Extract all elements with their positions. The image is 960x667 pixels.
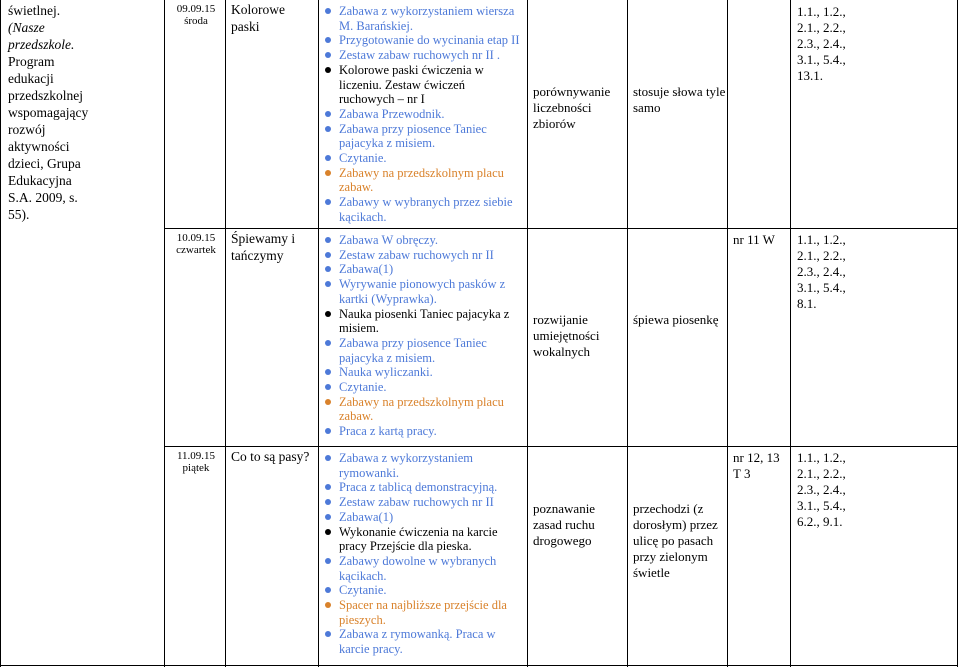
day-goal: poznawanie zasad ruchu drogowego	[533, 501, 596, 548]
list-item: Zestaw zabaw ruchowych nr II .	[323, 48, 523, 63]
list-item: Zabawa przy piosence Taniec pajacyka z misiem.	[323, 336, 523, 365]
day-codes: 1.1., 1.2., 2.1., 2.2., 2.3., 2.4., 3.1., 5.4., 8.1.	[797, 232, 846, 311]
bullet-icon	[325, 455, 331, 461]
bullet-icon	[325, 399, 331, 405]
list-item: Zestaw zabaw ruchowych nr II	[323, 495, 523, 510]
day-resource: nr 12, 13 T 3	[733, 450, 780, 481]
day-codes: 1.1., 1.2., 2.1., 2.2., 2.3., 2.4., 3.1., 5.4., 13.1.	[797, 4, 846, 83]
bullet-icon	[325, 266, 331, 272]
activity-list	[323, 233, 523, 439]
list-item: Zabawy w wybranych przez siebie kącikach.	[323, 195, 523, 224]
day-date: 11.09.15 piątek	[176, 450, 216, 474]
day-skill: stosuje słowa tyle samo	[633, 84, 726, 115]
bullet-icon	[325, 199, 331, 205]
bullet-icon	[325, 602, 331, 608]
bullet-icon	[325, 311, 331, 317]
bullet-icon	[325, 8, 331, 14]
bullet-icon	[325, 170, 331, 176]
list-item: Zabawa z rymowanką. Praca w karcie pracy.	[323, 627, 523, 656]
bullet-icon	[325, 67, 331, 73]
day-topic: Kolorowe paski	[231, 2, 285, 34]
list-item: Czytanie.	[323, 380, 523, 395]
day-goal: porównywanie liczebności zbiorów	[533, 84, 611, 131]
bullet-icon	[325, 484, 331, 490]
day-skill: przechodzi (z dorosłym) przez ulicę po pasach przy zielonym świetle	[633, 501, 718, 580]
list-item: Czytanie.	[323, 583, 523, 598]
list-item: Zabawa(1)	[323, 510, 523, 525]
bullet-icon	[325, 428, 331, 434]
list-item: Zabawy na przedszkolnym placu zabaw.	[323, 166, 523, 195]
list-item: Przygotowanie do wycinania etap II	[323, 33, 523, 48]
list-item: Zabawa przy piosence Taniec pajacyka z misiem.	[323, 122, 523, 151]
bullet-icon	[325, 631, 331, 637]
bullet-icon	[325, 281, 331, 287]
list-item: Zabawy na przedszkolnym placu zabaw.	[323, 395, 523, 424]
list-item: Zabawy dowolne w wybranych kącikach.	[323, 554, 523, 583]
list-item: Nauka wyliczanki.	[323, 365, 523, 380]
list-item: Wyrywanie pionowych pasków z kartki (Wyprawka).	[323, 277, 523, 306]
bullet-icon	[325, 587, 331, 593]
bullet-icon	[325, 252, 331, 258]
bullet-icon	[325, 155, 331, 161]
bullet-icon	[325, 237, 331, 243]
day-topic: Śpiewamy i tańczymy	[231, 231, 296, 263]
list-item: Wykonanie ćwiczenia na karcie pracy Przejście dla pieska.	[323, 525, 523, 554]
day-date: 09.09.15 środa	[176, 3, 216, 27]
list-item: Zabawa Przewodnik.	[323, 107, 523, 122]
bullet-icon	[325, 52, 331, 58]
list-item: Kolorowe paski ćwiczenia w liczeniu. Zestaw ćwiczeń ruchowych – nr I	[323, 63, 523, 107]
bullet-icon	[325, 384, 331, 390]
day-skill: śpiewa piosenkę	[633, 312, 719, 327]
activity-list	[323, 4, 523, 225]
bullet-icon	[325, 340, 331, 346]
activity-list	[323, 451, 523, 657]
day-goal: rozwijanie umiejętności wokalnych	[533, 312, 600, 359]
day-date: 10.09.15 czwartek	[176, 232, 216, 256]
bullet-icon	[325, 558, 331, 564]
day-resource: nr 11 W	[733, 232, 775, 247]
bullet-icon	[325, 499, 331, 505]
list-item: Zestaw zabaw ruchowych nr II	[323, 248, 523, 263]
list-item: Czytanie.	[323, 151, 523, 166]
list-item: Zabawa z wykorzystaniem wiersza M. Barańskiej.	[323, 4, 523, 33]
list-item: Praca z tablicą demonstracyjną.	[323, 480, 523, 495]
list-item: Praca z kartą pracy.	[323, 424, 523, 439]
list-item: Spacer na najbliższe przejście dla pieszych.	[323, 598, 523, 627]
bullet-icon	[325, 111, 331, 117]
bullet-icon	[325, 37, 331, 43]
bullet-icon	[325, 369, 331, 375]
list-item: Zabawa z wykorzystaniem rymowanki.	[323, 451, 523, 480]
day-codes: 1.1., 1.2., 2.1., 2.2., 2.3., 2.4., 3.1., 5.4., 6.2., 9.1.	[797, 450, 846, 529]
bullet-icon	[325, 514, 331, 520]
bullet-icon	[325, 529, 331, 535]
list-item: Zabawa(1)	[323, 262, 523, 277]
list-item: Nauka piosenki Taniec pajacyka z misiem.	[323, 307, 523, 336]
day-topic: Co to są pasy?	[231, 449, 310, 464]
list-item: Zabawa W obręczy.	[323, 233, 523, 248]
source-note: świetlnej. (Nasze przedszkole. Program edukacji przedszkolnej wspomagający rozwój aktywności dzieci, Grupa Edukacyjna S.A. 2009, s. 55).	[8, 3, 89, 222]
bullet-icon	[325, 126, 331, 132]
